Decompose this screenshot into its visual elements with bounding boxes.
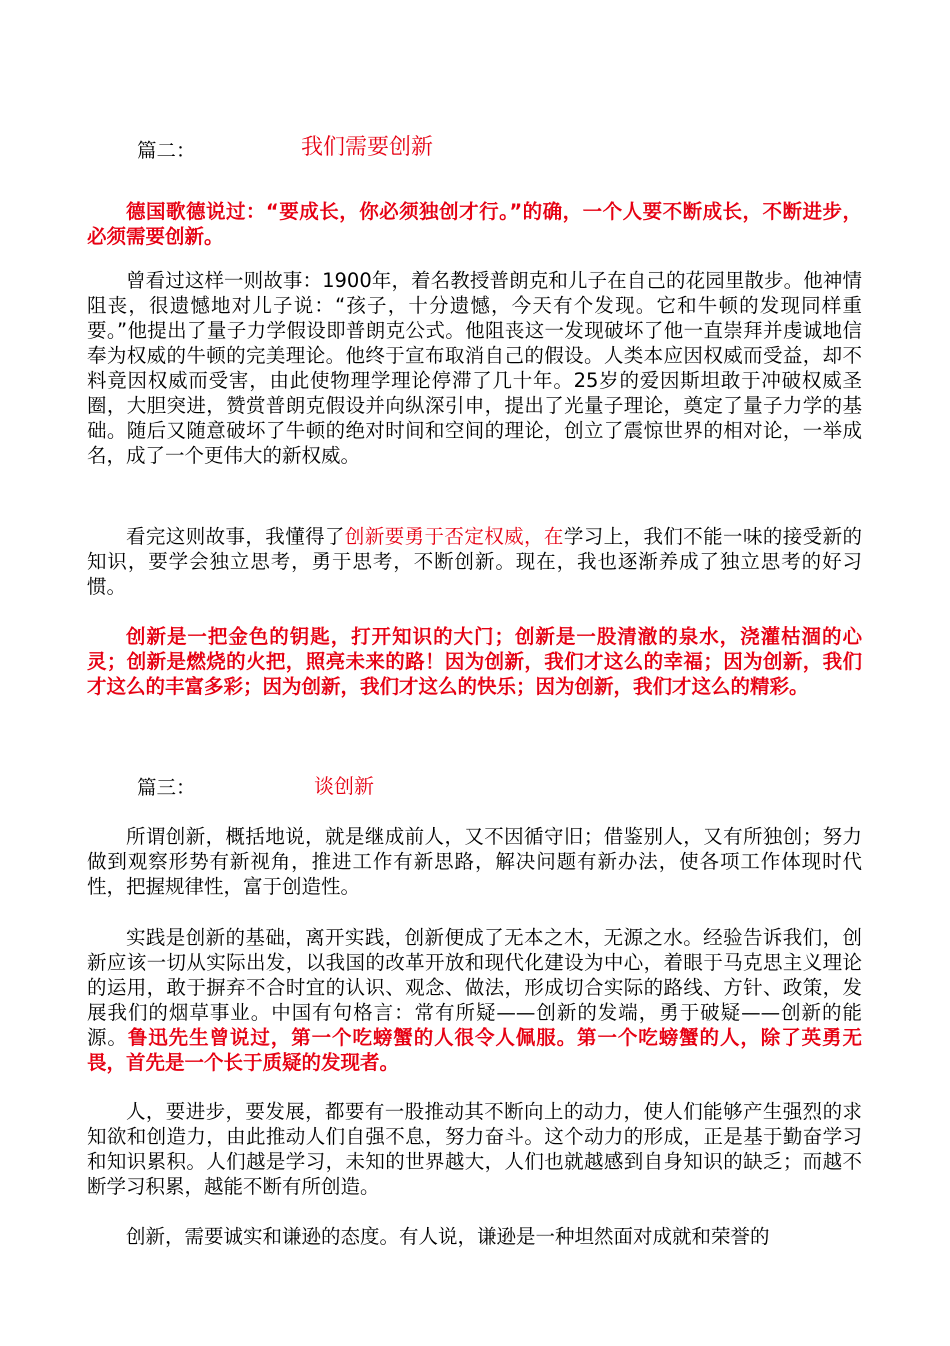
section2-paragraph-4: 创新是一把金色的钥匙，打开知识的大门；创新是一股清澈的泉水，浇灌枯涸的心灵；创新是燃烧的火把，照亮未来的路！因为创新，我们才这么的幸福；因为创新，我们才这么的丰富多彩；因为创新，我们才这么的快乐；因为创新，我们才这么的精彩。 [87, 625, 862, 698]
section2-paragraph-2: 曾看过这样一则故事：1900年，着名教授普朗克和儿子在自己的花园里散步。他神情阻丧，很遗憾地对儿子说：“孩子，十分遗憾，今天有个发现。它和牛顿的发现同样重要。”他提出了量子力学假设即普朗克公式。他阻丧这一发现破坏了他一直崇拜并虔诚地信奉为权威的牛顿的完美理论。他终于宣布取消自己的假设。人类本应因权威而受益，却不料竟因权威而受害，由此使物理学理论停滞了几十年。25岁的爱因斯坦敢于冲破权威圣圈，大胆突进，赞赏普朗克假设并向纵深引申，提出了光量子理论，奠定了量子力学的基础。随后又随意破坏了牛顿的绝对时间和空间的理论，创立了震惊世界的相对论，一举成名，成了一个更伟大的新权威。 [87, 269, 862, 467]
section2-paragraph-3-text-b: 学习上，我们不能一味的接受新的知识，要学会独立思考，勇于思考，不断创新。现在，我也逐渐养成了独立思考的好习惯。 [87, 525, 862, 598]
section3-paragraph-1: 所谓创新，概括地说，就是继成前人，又不因循守旧；借鉴别人，又有所独创；努力做到观察形势有新视角，推进工作有新思路，解决问题有新办法，使各项工作体现时代性，把握规律性，富于创造性。 [87, 825, 862, 898]
section2-label: 篇二： [137, 139, 196, 162]
section3-paragraph-4: 创新，需要诚实和谦逊的态度。有人说，谦逊是一种坦然面对成就和荣誉的 [126, 1225, 770, 1248]
section2-paragraph-3-highlight: 创新要勇于否定权威，在 [344, 525, 564, 548]
section3-paragraph-3: 人，要进步，要发展，都要有一股推动其不断向上的动力，使人们能够产生强烈的求知欲和创造力，由此推动人们自强不息，努力奋斗。这个动力的形成，正是基于勤奋学习和知识累积。人们越是学习，未知的世界越大，人们也就越感到自身知识的缺乏；而越不断学习积累，越能不断有所创造。 [87, 1100, 862, 1198]
section2-paragraph-3 [87, 524, 862, 599]
section3-paragraph-2-highlight: 鲁迅先生曾说过，第一个吃螃蟹的人很令人佩服。第一个吃螃蟹的人，除了英勇无畏，首先是一个长于质疑的发现者。 [87, 1026, 862, 1074]
section3-paragraph-2-text: 实践是创新的基础，离开实践，创新便成了无本之木，无源之水。经验告诉我们，创新应该一切从实际出发，以我国的改革开放和现代化建设为中心，着眼于马克思主义理论的运用，敢于摒弃不合时宜的认识、观念、做法，形成切合实际的路线、方针、政策，发展我们的烟草事业。中国有句格言：常有所疑——创新的发端，勇于破疑——创新的能源。 [87, 926, 862, 1049]
section3-title: 谈创新 [314, 774, 374, 798]
section2-title: 我们需要创新 [301, 135, 434, 160]
section3-paragraph-2 [87, 925, 862, 1075]
section2-paragraph-3-text-a: 看完这则故事，我懂得了 [126, 525, 345, 548]
section2-paragraph-1: 德国歌德说过：“要成长，你必须独创才行。”的确，一个人要不断成长，不断进步，必须需要创新。 [87, 200, 862, 248]
section3-label: 篇三： [137, 776, 196, 799]
